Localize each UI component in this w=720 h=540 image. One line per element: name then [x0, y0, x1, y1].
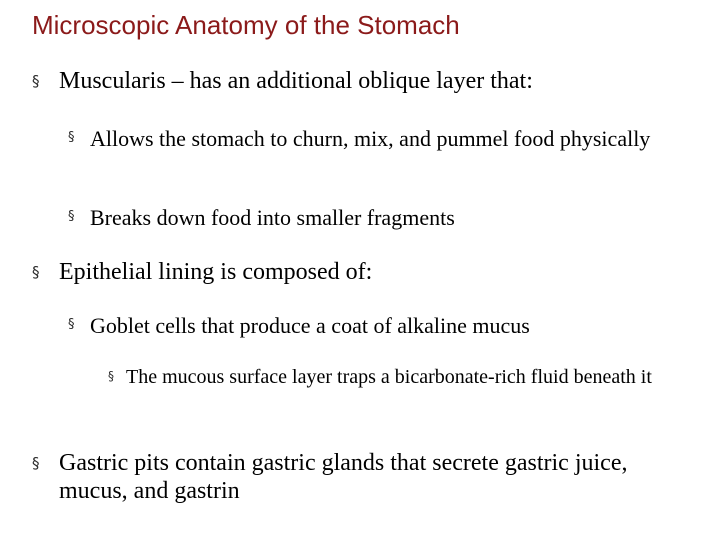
bullet-epithelial: [32, 259, 672, 287]
slide-title: Microscopic Anatomy of the Stomach: [32, 10, 460, 40]
bullet-mucous-surface: [108, 366, 663, 389]
bullet-marker-icon: §: [32, 454, 40, 472]
bullet-text: Epithelial lining is composed of:: [59, 259, 373, 285]
bullet-text: Goblet cells that produce a coat of alkaline mucus: [90, 313, 530, 338]
bullet-marker-icon: §: [108, 369, 114, 383]
bullet-text: The mucous surface layer traps a bicarbonate-rich fluid beneath it: [126, 366, 652, 388]
bullet-gastric-pits: [32, 450, 697, 505]
bullet-marker-icon: §: [68, 130, 75, 145]
bullet-marker-icon: §: [68, 209, 75, 224]
bullet-muscularis: [32, 68, 672, 96]
bullet-goblet: [68, 313, 708, 338]
bullet-marker-icon: §: [32, 72, 40, 90]
bullet-fragments: [68, 205, 668, 230]
bullet-text: Allows the stomach to churn, mix, and pummel food physically: [90, 126, 651, 151]
bullet-marker-icon: §: [32, 263, 40, 281]
bullet-churn: [68, 126, 658, 151]
bullet-text: Breaks down food into smaller fragments: [90, 205, 455, 230]
bullet-text: Muscularis – has an additional oblique layer that:: [59, 68, 533, 94]
bullet-marker-icon: §: [68, 317, 75, 332]
bullet-text: Gastric pits contain gastric glands that secrete gastric juice, mucus, and gastrin: [59, 450, 628, 504]
